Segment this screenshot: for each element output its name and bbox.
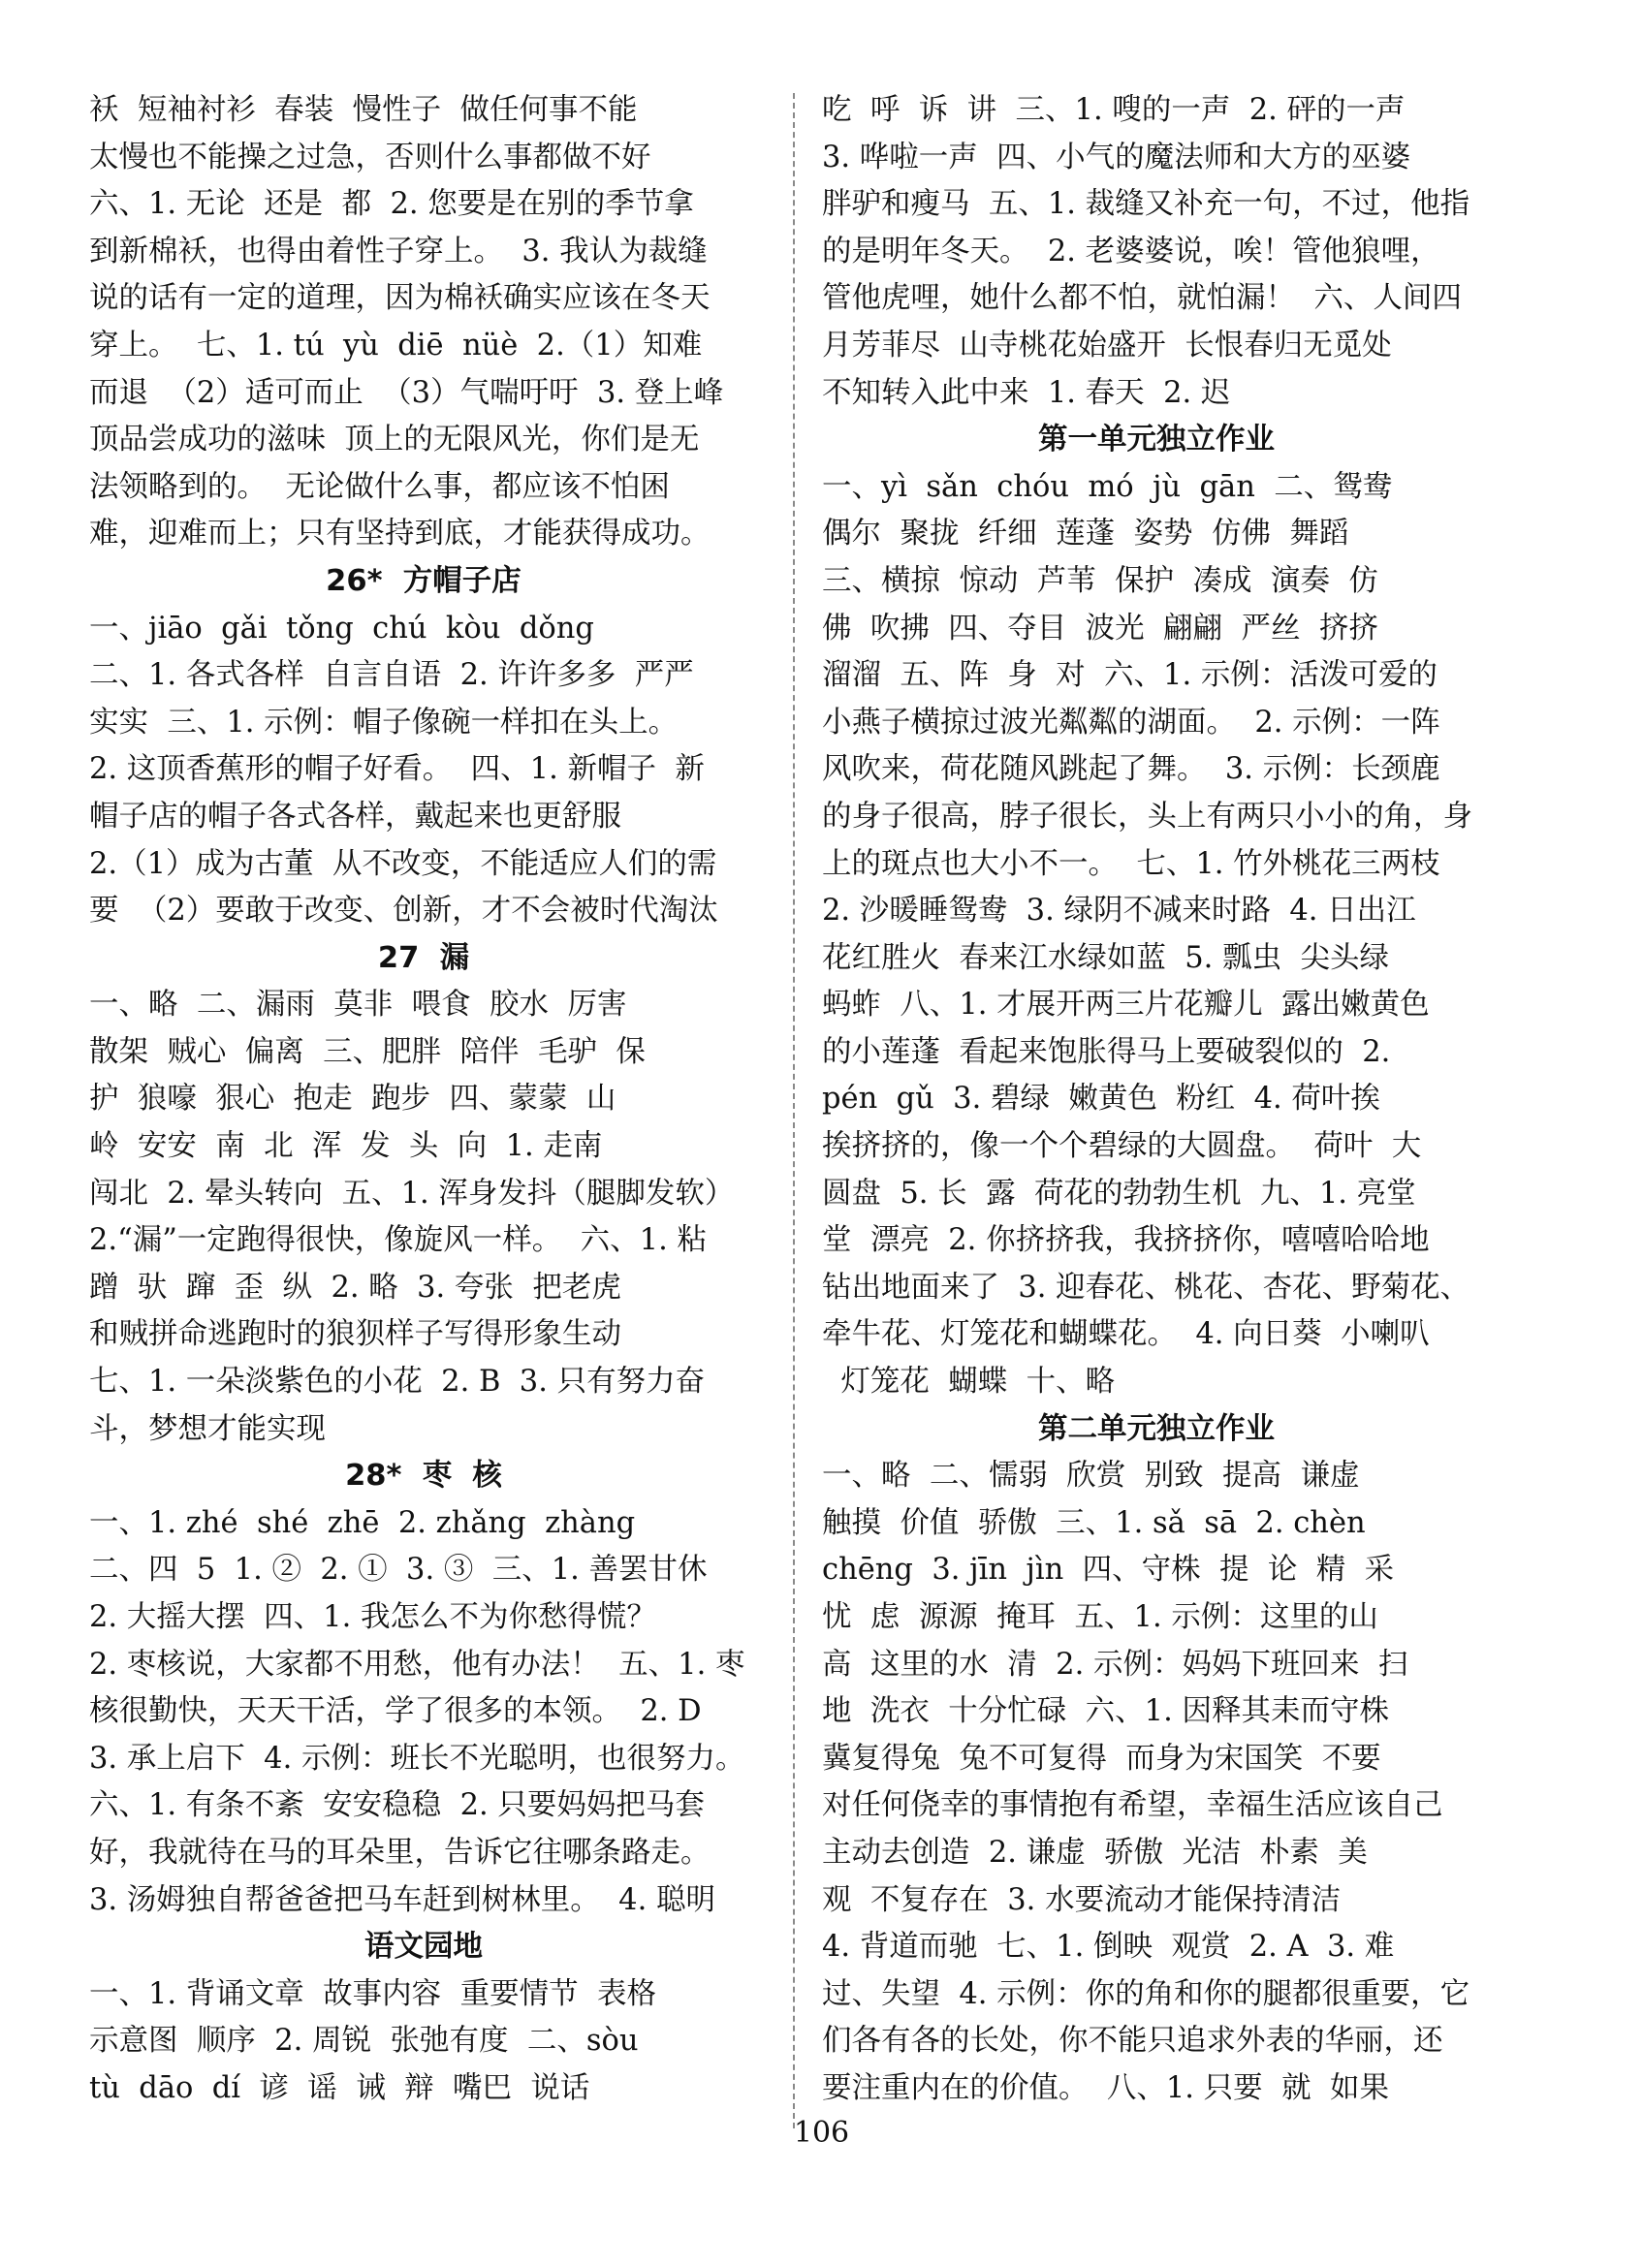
text-line: 主动去创造 2. 谦虚 骄傲 光洁 朴素 美 bbox=[822, 1835, 1368, 1870]
text-line: 核很勤快，天天干活，学了很多的本领。 2. D bbox=[89, 1694, 702, 1729]
text-line: 岭 安安 南 北 浑 发 头 向 1. 走南 bbox=[89, 1129, 603, 1164]
text-line: 一、yì sǎn chóu mó jù gān 二、鸳鸯 bbox=[822, 469, 1393, 504]
text-line: 六、1. 无论 还是 都 2. 您要是在别的季节拿 bbox=[89, 187, 694, 222]
text-line: 七、1. 一朵淡紫色的小花 2. B 3. 只有努力奋 bbox=[89, 1365, 706, 1400]
text-line: 小燕子横掠过波光粼粼的湖面。 2. 示例：一阵 bbox=[822, 705, 1440, 740]
text-line: 护 狼嚎 狠心 抱走 跑步 四、蒙蒙 山 bbox=[89, 1082, 616, 1117]
text-line: 过、失望 4. 示例：你的角和你的腿都很重要，它 bbox=[822, 1976, 1470, 2011]
text-line: 斗，梦想才能实现 bbox=[89, 1411, 326, 1446]
text-line: 们各有各的长处，你不能只追求外表的华丽，还 bbox=[822, 2024, 1443, 2059]
text-line: 2. 这顶香蕉形的帽子好看。 四、1. 新帽子 新 bbox=[89, 752, 705, 787]
text-line: 月芳菲尽 山寺桃花始盛开 长恨春归无觅处 bbox=[822, 328, 1392, 362]
page-number: 106 bbox=[793, 2116, 850, 2150]
text-line: 3. 承上启下 4. 示例：班长不光聪明，也很努力。 bbox=[89, 1741, 745, 1776]
section-heading: 第二单元独立作业 bbox=[1038, 1411, 1275, 1446]
column-divider bbox=[793, 93, 795, 2128]
text-line: tù dāo dí 谚 谣 诫 辩 嘴巴 说话 bbox=[89, 2070, 590, 2105]
section-heading: 第一单元独立作业 bbox=[1038, 423, 1275, 457]
text-line: 挨挤挤的，像一个个碧绿的大圆盘。 荷叶 大 bbox=[822, 1129, 1422, 1164]
text-line: 好，我就待在马的耳朵里，告诉它往哪条路走。 bbox=[89, 1835, 711, 1870]
text-line: 吃 呼 诉 讲 三、1. 嗖的一声 2. 砰的一声 bbox=[822, 93, 1406, 127]
text-line: 灯笼花 蝴蝶 十、略 bbox=[822, 1365, 1116, 1400]
text-line: 和贼拼命逃跑时的狼狈样子写得形象生动 bbox=[89, 1317, 621, 1352]
text-line: 3. 哗啦一声 四、小气的魔法师和大方的巫婆 bbox=[822, 140, 1411, 174]
text-line: 高 这里的水 清 2. 示例：妈妈下班回来 扫 bbox=[822, 1647, 1408, 1682]
text-line: 风吹来，荷花随风跳起了舞。 3. 示例：长颈鹿 bbox=[822, 752, 1440, 787]
text-line: 难，迎难而上；只有坚持到底，才能获得成功。 bbox=[89, 517, 711, 551]
text-line: pén gǔ 3. 碧绿 嫩黄色 粉红 4. 荷叶挨 bbox=[822, 1082, 1380, 1117]
text-line: 帽子店的帽子各式各样，戴起来也更舒服 bbox=[89, 799, 621, 834]
text-line: 到新棉袄，也得由着性子穿上。 3. 我认为裁缝 bbox=[89, 234, 708, 268]
text-line: 上的斑点也大小不一。 七、1. 竹外桃花三两枝 bbox=[822, 846, 1440, 881]
text-line: 一、略 二、懦弱 欣赏 别致 提高 谦虚 bbox=[822, 1459, 1360, 1494]
text-line: 三、横掠 惊动 芦苇 保护 凑成 演奏 仿 bbox=[822, 563, 1378, 598]
text-line: 穿上。 七、1. tú yù diē nüè 2.（1）知难 bbox=[89, 328, 703, 362]
text-line: 2. 枣核说，大家都不用愁，他有办法！ 五、1. 枣 bbox=[89, 1647, 745, 1682]
text-line: 堂 漂亮 2. 你挤挤我，我挤挤你，嘻嘻哈哈地 bbox=[822, 1223, 1430, 1258]
text-line: 要注重内在的价值。 八、1. 只要 就 如果 bbox=[822, 2070, 1389, 2105]
section-heading: 28* 枣 核 bbox=[345, 1459, 502, 1494]
text-line: 二、1. 各式各样 自言自语 2. 许许多多 严严 bbox=[89, 658, 694, 693]
text-line: 散架 贼心 偏离 三、肥胖 陪伴 毛驴 保 bbox=[89, 1034, 646, 1069]
section-heading: 语文园地 bbox=[364, 1930, 483, 1965]
text-line: 二、四 5 1. ② 2. ① 3. ③ 三、1. 善罢甘休 bbox=[89, 1553, 708, 1588]
text-line: 4. 背道而驰 七、1. 倒映 观赏 2. A 3. 难 bbox=[822, 1930, 1395, 1965]
text-line: 对任何侥幸的事情抱有希望，幸福生活应该自己 bbox=[822, 1788, 1443, 1823]
text-line: 忧 虑 源源 掩耳 五、1. 示例：这里的山 bbox=[822, 1600, 1378, 1634]
text-line: 溜溜 五、阵 身 对 六、1. 示例：活泼可爱的 bbox=[822, 658, 1438, 693]
text-line: 佛 吹拂 四、夺目 波光 翩翩 严丝 挤挤 bbox=[822, 611, 1378, 646]
text-line: 冀复得兔 兔不可复得 而身为宋国笑 不要 bbox=[822, 1741, 1381, 1776]
text-line: 说的话有一定的道理，因为棉袄确实应该在冬天 bbox=[89, 281, 711, 316]
text-line: 一、jiāo gǎi tǒng chú kòu dǒng bbox=[89, 611, 594, 646]
text-line: 蚂蚱 八、1. 才展开两三片花瓣儿 露出嫩黄色 bbox=[822, 988, 1430, 1023]
text-line: 不知转入此中来 1. 春天 2. 迟 bbox=[822, 375, 1231, 410]
text-line: 闯北 2. 晕头转向 五、1. 浑身发抖（腿脚发软） bbox=[89, 1176, 735, 1211]
text-line: 的是明年冬天。 2. 老婆婆说，唉！管他狼哩， bbox=[822, 234, 1440, 268]
text-line: 花红胜火 春来江水绿如蓝 5. 瓢虫 尖头绿 bbox=[822, 940, 1389, 975]
text-line: 2.（1）成为古董 从不改变，不能适应人们的需 bbox=[89, 846, 717, 881]
section-heading: 27 漏 bbox=[377, 940, 470, 975]
text-line: 触摸 价值 骄傲 三、1. sǎ sā 2. chèn bbox=[822, 1505, 1366, 1540]
text-line: 2. 大摇大摆 四、1. 我怎么不为你愁得慌？ bbox=[89, 1600, 656, 1634]
text-line: 一、略 二、漏雨 莫非 喂食 胶水 厉害 bbox=[89, 988, 627, 1023]
text-line: 实实 三、1. 示例：帽子像碗一样扣在头上。 bbox=[89, 705, 679, 740]
text-line: 2. 沙暖睡鸳鸯 3. 绿阴不减来时路 4. 日出江 bbox=[822, 894, 1416, 929]
section-heading: 26* 方帽子店 bbox=[326, 563, 521, 598]
text-line: 偶尔 聚拢 纤细 莲蓬 姿势 仿佛 舞蹈 bbox=[822, 517, 1349, 551]
text-line: 蹭 驮 蹿 歪 纵 2. 略 3. 夸张 把老虎 bbox=[89, 1270, 621, 1305]
text-line: 钻出地面来了 3. 迎春花、桃花、杏花、野菊花、 bbox=[822, 1270, 1470, 1305]
left-column bbox=[89, 87, 758, 2113]
text-line: 3. 汤姆独自帮爸爸把马车赶到树林里。 4. 聪明 bbox=[89, 1882, 715, 1917]
text-line: 观 不复存在 3. 水要流动才能保持清洁 bbox=[822, 1882, 1342, 1917]
text-line: 太慢也不能操之过急，否则什么事都做不好 bbox=[89, 140, 651, 174]
text-line: chēng 3. jīn jìn 四、守株 提 论 精 采 bbox=[822, 1553, 1395, 1588]
text-line: 六、1. 有条不紊 安安稳稳 2. 只要妈妈把马套 bbox=[89, 1788, 705, 1823]
text-line: 顶品尝成功的滋味 顶上的无限风光，你们是无 bbox=[89, 423, 700, 457]
text-line: 示意图 顺序 2. 周锐 张弛有度 二、sòu bbox=[89, 2024, 639, 2059]
text-line: 管他虎哩，她什么都不怕，就怕漏！ 六、人间四 bbox=[822, 281, 1462, 316]
text-line: 2.“漏”一定跑得很快，像旋风一样。 六、1. 粘 bbox=[89, 1223, 707, 1258]
right-column bbox=[822, 87, 1491, 2113]
text-line: 的身子很高，脖子很长，头上有两只小小的角，身 bbox=[822, 799, 1472, 834]
text-line: 法领略到的。 无论做什么事，都应该不怕困 bbox=[89, 469, 670, 504]
text-line: 圆盘 5. 长 露 荷花的勃勃生机 九、1. 亮堂 bbox=[822, 1176, 1416, 1211]
text-line: 牵牛花、灯笼花和蝴蝶花。 4. 向日葵 小喇叭 bbox=[822, 1317, 1430, 1352]
text-line: 而退 （2）适可而止 （3）气喘吁吁 3. 登上峰 bbox=[89, 375, 724, 410]
text-line: 一、1. 背诵文章 故事内容 重要情节 表格 bbox=[89, 1976, 656, 2011]
text-line: 地 洗衣 十分忙碌 六、1. 因释其耒而守株 bbox=[822, 1694, 1389, 1729]
text-line: 要 （2）要敢于改变、创新，才不会被时代淘汰 bbox=[89, 894, 718, 929]
text-line: 胖驴和瘦马 五、1. 裁缝又补充一句，不过，他指 bbox=[822, 187, 1470, 222]
text-line: 的小莲蓬 看起来饱胀得马上要破裂似的 2. bbox=[822, 1034, 1391, 1069]
text-line: 一、1. zhé shé zhē 2. zhǎng zhàng bbox=[89, 1505, 636, 1540]
text-line: 袄 短袖衬衫 春装 慢性子 做任何事不能 bbox=[89, 93, 638, 127]
